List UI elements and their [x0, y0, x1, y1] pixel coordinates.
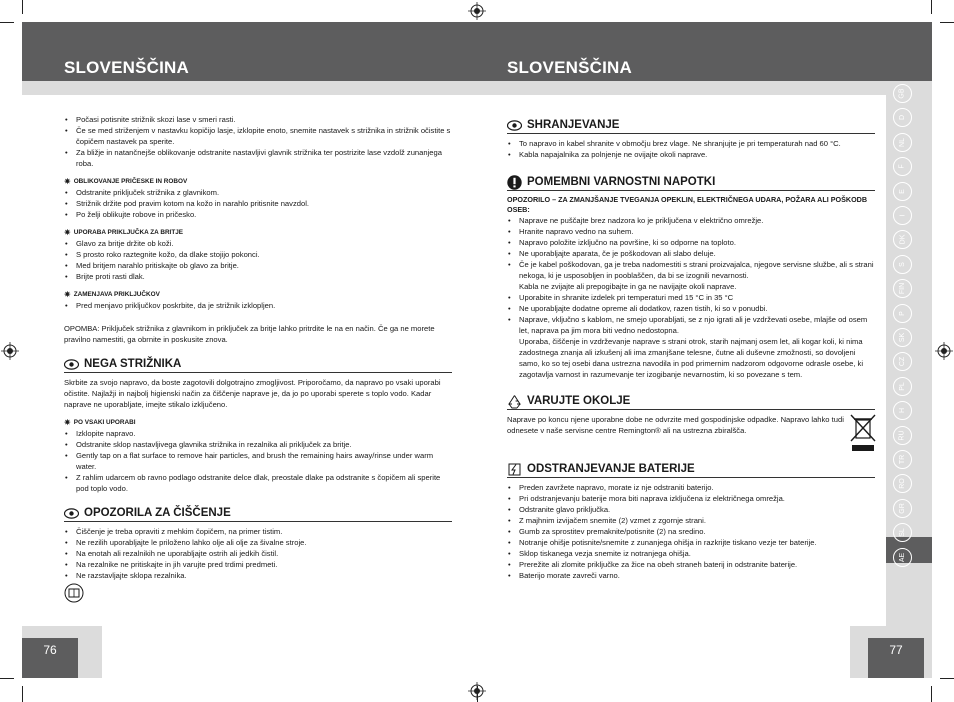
subsection-heading: ✷ ZAMENJAVA PRIKLJUČKOV [64, 290, 160, 299]
eye-care-icon [507, 119, 522, 132]
right-column [507, 118, 875, 581]
language-tab-label: S [898, 261, 906, 267]
language-tab-nl[interactable] [893, 133, 912, 152]
environment-paragraph: Naprave po koncu njene uporabne dobe ne odvrzite med gospodinjske odpadke. Napravo lahko tudi odnesete v naše servisne centre Remington® ali na ustrezna zbiralšča. [507, 415, 844, 435]
list-item: • Na enotah ali rezalnikih ne uporabljajte ostrih ali jedkih čistil. [64, 548, 452, 559]
registration-mark-icon [468, 2, 486, 20]
list-item: • Na rezalnike ne pritiskajte in jih varujte pred trdimi predmeti. [64, 559, 452, 570]
section-heading-storage: SHRANJEVANJE [507, 118, 875, 134]
safety-warning: OPOZORILO – ZA ZMANJŠANJE TVEGANJA OPEKLIN, ELEKTRIČNEGA UDARA, POŽARA ALI POŠKODB OSEB: [507, 195, 868, 214]
left-column [64, 114, 452, 603]
list-item: • Ne uporabljajte aparata, če je poškodovan ali slabo deluje. [507, 248, 875, 259]
list-item: • Odstranite sklop nastavljivega glavnika strižnika in rezalnika ali priključek za britje. [64, 439, 452, 450]
language-tab-label: FIN [899, 283, 906, 295]
language-tab-label: RU [899, 430, 906, 441]
section-heading-safety: POMEMBNI VARNOSTNI NAPOTKI [507, 175, 875, 191]
language-tab-label: SK [899, 332, 906, 343]
list-item: • Napravo položite izključno na površine, ki so odporne na toploto. [507, 237, 875, 248]
list-item: • Sklop tiskanega vezja snemite iz notranjega ohišja. [507, 548, 875, 559]
language-tab-s[interactable] [893, 255, 912, 274]
list-item: • Z rahlim udarcem ob ravno podlago odstranite delce dlak, preostale dlake pa odstranite s čopičem ali sperite pod toplo vodo. [64, 472, 452, 494]
registration-mark-icon [468, 682, 486, 700]
language-tab-label: F [899, 164, 906, 169]
language-tab-label: H [899, 408, 906, 414]
list-item: • Uporabite in shranite izdelek pri temperaturi med 15 °C in 35 °C [507, 292, 875, 303]
subsection-heading: ✷ UPORABA PRIKLJUČKA ZA BRITJE [64, 228, 184, 237]
language-tab-tr[interactable] [893, 450, 912, 469]
section-heading-care: NEGA STRIŽNIKA [64, 357, 452, 373]
crossed-bin-icon [850, 414, 876, 452]
warning-exclamation-icon [507, 176, 522, 189]
list-item: • Baterijo morate zavreči varno. [507, 570, 875, 581]
crop-mark [22, 686, 23, 702]
language-tab-label: AE [899, 552, 906, 562]
language-tab-label: PL [899, 382, 906, 391]
safety-continuation: Uporaba, čiščenje in vzdrževanje naprave s strani otrok, starih najmanj osem let, ali kogar koli, ki nima zadostnega znanja ali izkušenj ali ima zmanjšane telesne, čutne ali duševne zmožnosti, so dovoljeni samo, ko so tej osebi dana ustrezna navodila in pod primernim nadzorom odgovorne odrasle osebe, ki zagotavlja varnost in razumevanje ter izogibanje nevarnostim, ki so povezane s tem. [519, 337, 864, 379]
language-tab-gr[interactable] [893, 499, 912, 518]
list-item: • Počasi potisnite strižnik skozi lase v smeri rasti. [64, 114, 452, 125]
language-tab-gb[interactable] [893, 84, 912, 103]
list-item: • Pri odstranjevanju baterije mora biti naprava izključena iz električnega omrežja. [507, 493, 875, 504]
list-item: • Naprave ne puščajte brez nadzora ko je priključena v električno omrežje. [507, 215, 875, 226]
list-item: • Strižnik držite pod pravim kotom na kožo in narahlo pritisnite navzdol. [64, 198, 452, 209]
language-tab-ae[interactable] [893, 548, 912, 567]
eye-care-icon [64, 358, 79, 371]
language-tab-e[interactable] [893, 182, 912, 201]
manual-read-icon [64, 583, 84, 603]
section-heading-environment: VARUJTE OKOLJE [507, 394, 875, 410]
right-header-band [477, 81, 886, 95]
language-tab-pl[interactable] [893, 377, 912, 396]
list-item: • Glavo za britje držite ob koži. [64, 238, 452, 249]
language-tab-label: I [898, 214, 906, 217]
right-page-number: 77 [868, 638, 924, 678]
eye-care-icon [64, 507, 79, 520]
star-bullet-icon: ✷ [64, 290, 71, 299]
list-item: • Brijte proti rasti dlak. [64, 271, 452, 282]
battery-icon [507, 463, 522, 476]
language-tab-label: D [899, 115, 906, 121]
subsection-heading: ✷ OBLIKOVANJE PRIČESKE IN ROBOV [64, 177, 188, 186]
list-item: • Prerežite ali zlomite priključke za žice na obeh straneh baterij in odstranite baterije. [507, 559, 875, 570]
crop-mark [0, 22, 14, 23]
section-heading-cleaning: OPOZORILA ZA ČIŠČENJE [64, 506, 452, 522]
language-tab-label: CZ [899, 357, 906, 367]
star-bullet-icon: ✷ [64, 177, 71, 186]
intro-list [64, 114, 452, 169]
list-item: • Pred menjavo priključkov poskrbite, da je strižnik izklopljen. [64, 300, 452, 311]
list-item: • Odstranite glavo priključka. [507, 504, 875, 515]
list-item: • Notranje ohišje potisnite/snemite z zunanjega ohišja in razkrijte tiskano vezje ter baterije. [507, 537, 875, 548]
left-page-title: SLOVENŠČINA [64, 58, 189, 77]
list-item: • Odstranite priključek strižnika z glavnikom. [64, 187, 452, 198]
language-tab-p[interactable] [893, 304, 912, 323]
list-item: • Če se med striženjem v nastavku kopičijo lasje, izklopite enoto, snemite nastavek s strižnika in strižnik očistite s čopičem nastavek pa sperite. [64, 125, 452, 147]
crop-mark [22, 0, 23, 14]
language-tab-label: SL [899, 528, 906, 537]
list-item: • Kabla napajalnika za polnjenje ne ovijajte okoli naprave. [507, 149, 875, 160]
safety-continuation: Kabla ne zvijajte ali prepogibajte in ga ne navijajte okoli naprave. [519, 282, 737, 291]
list-item: • Med britjem narahlo pritiskajte ob glavo za britje. [64, 260, 452, 271]
note-paragraph: OPOMBA: Priključek strižnika z glavnikom in priključek za britje lahko pritrdite le na en način. Če ga ne morete pravilno namestiti, ga obrnite in poskusite znova. [64, 324, 435, 344]
language-tab-label: RO [899, 478, 906, 490]
crop-mark [931, 0, 932, 14]
list-item: • To napravo in kabel shranite v območju brez vlage. Ne shranjujte je pri temperaturah nad 60 °C. [507, 138, 875, 149]
subsection-heading: ✷ PO VSAKI UPORABI [64, 418, 136, 427]
star-bullet-icon: ✷ [64, 418, 71, 427]
section-heading-battery: ODSTRANJEVANJE BATERIJE [507, 462, 875, 478]
list-item: • Po želji oblikujte robove in pričesko. [64, 209, 452, 220]
language-tab-label: TR [899, 454, 906, 465]
list-item: • S prosto roko raztegnite kožo, da dlake stojijo pokonci. [64, 249, 452, 260]
crop-mark [0, 678, 14, 679]
list-item: • Ne uporabljajte dodatne opreme ali dodatkov, razen tistih, ki so v ponudbi. [507, 303, 875, 314]
list-item: • Z majhnim izvijačem snemite (2) vzmet z zgornje strani. [507, 515, 875, 526]
language-tab-label: GB [899, 88, 906, 99]
star-bullet-icon: ✷ [64, 228, 71, 237]
left-header-band [22, 81, 477, 95]
list-item: • Izklopite napravo. [64, 428, 452, 439]
list-item: • Čiščenje je treba opraviti z mehkim čopičem, na primer tistim. [64, 526, 452, 537]
crop-mark [940, 678, 954, 679]
language-tab-i[interactable] [893, 206, 912, 225]
crop-mark [940, 22, 954, 23]
language-tab-sk[interactable] [893, 328, 912, 347]
list-item: • Naprave, vključno s kablom, ne smejo uporabljati, se z njo igrati ali je vzdrževati osebe, mlajše od osem let, naprava pa jim mora biti vedno nedostopna. [507, 314, 875, 336]
list-item: • Gently tap on a flat surface to remove hair particles, and brush the remaining hairs away/rinse under warm water. [64, 450, 452, 472]
list-item: • Hranite napravo vedno na suhem. [507, 226, 875, 237]
list-item: • Gumb za sprostitev premaknite/potisnite (2) na sredino. [507, 526, 875, 537]
left-page-number: 76 [22, 638, 78, 678]
care-paragraph: Skrbite za svojo napravo, da boste zagotovili dolgotrajno zmogljivost. Priporočamo, da napravo po vsaki uporabi očistite. Najlažji in najbolj higienski način za čiščenje naprave je, da jo po uporabi sperete s toplo vodo. Kadar naprave ne uporabljate, imejte stikalo izključeno. [64, 378, 441, 409]
list-item: • Ne razstavljajte sklopa rezalnika. [64, 570, 452, 581]
list-item: • Če je kabel poškodovan, ga je treba nadomestiti s strani proizvajalca, njegove servisne službe, ali s strani nekoga, ki je usposobljen in pooblaščen, da bi se izognili nevarnosti. [507, 259, 875, 281]
language-tab-label: NL [898, 137, 906, 147]
list-item: • Za bližje in natančnejše oblikovanje odstranite nastavljivi glavnik strižnika ter postrizite lase vzdolž zunanjega roba. [64, 147, 452, 169]
list-item: • Ne rezilih uporabljajte le priloženo lahko olje ali olje za šivalne stroje. [64, 537, 452, 548]
language-tab-label: DK [898, 235, 906, 245]
language-tab-label: GR [899, 503, 906, 514]
crop-mark [931, 686, 932, 702]
right-page-title: SLOVENŠČINA [507, 58, 632, 77]
language-tab-label: P [898, 310, 906, 316]
registration-mark-icon [935, 342, 953, 360]
list-item: • Preden zavržete napravo, morate iz nje odstraniti baterijo. [507, 482, 875, 493]
registration-mark-icon [1, 342, 19, 360]
recycle-icon [507, 395, 522, 408]
language-tab-ru[interactable] [893, 426, 912, 445]
language-tab-label: E [898, 188, 906, 194]
